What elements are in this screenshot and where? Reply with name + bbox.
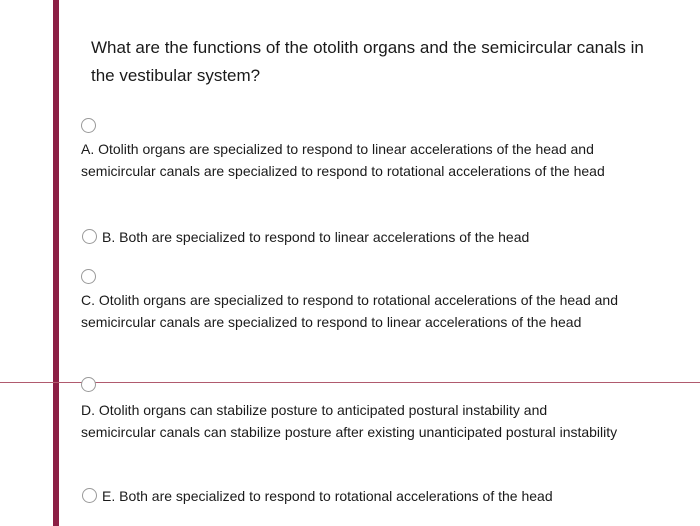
option-a-label[interactable]: A. Otolith organs are specialized to respond to linear accelerations of the head and semicircular canals are specialized to respond to rotational accelerations of the head <box>81 141 605 179</box>
divider-line <box>0 382 700 383</box>
radio-option-d[interactable] <box>81 377 96 392</box>
option-e-label[interactable]: E. Both are specialized to respond to rotational accelerations of the head <box>102 488 553 504</box>
radio-option-e[interactable] <box>82 488 97 503</box>
accent-bar <box>53 0 59 526</box>
question-text: What are the functions of the otolith organs and the semicircular canals in the vestibular system? <box>91 38 644 85</box>
radio-option-a[interactable] <box>81 118 96 133</box>
option-c-label[interactable]: C. Otolith organs are specialized to respond to rotational accelerations of the head and semicircular canals are specialized to respond to linear accelerations of the head <box>81 292 618 330</box>
option-d-label[interactable]: D. Otolith organs can stabilize posture to anticipated postural instability and semicircular canals can stabilize posture after existing unanticipated postural instability <box>81 402 618 440</box>
radio-option-c[interactable] <box>81 269 96 284</box>
radio-option-b[interactable] <box>82 229 97 244</box>
option-b-label[interactable]: B. Both are specialized to respond to linear accelerations of the head <box>102 229 530 245</box>
